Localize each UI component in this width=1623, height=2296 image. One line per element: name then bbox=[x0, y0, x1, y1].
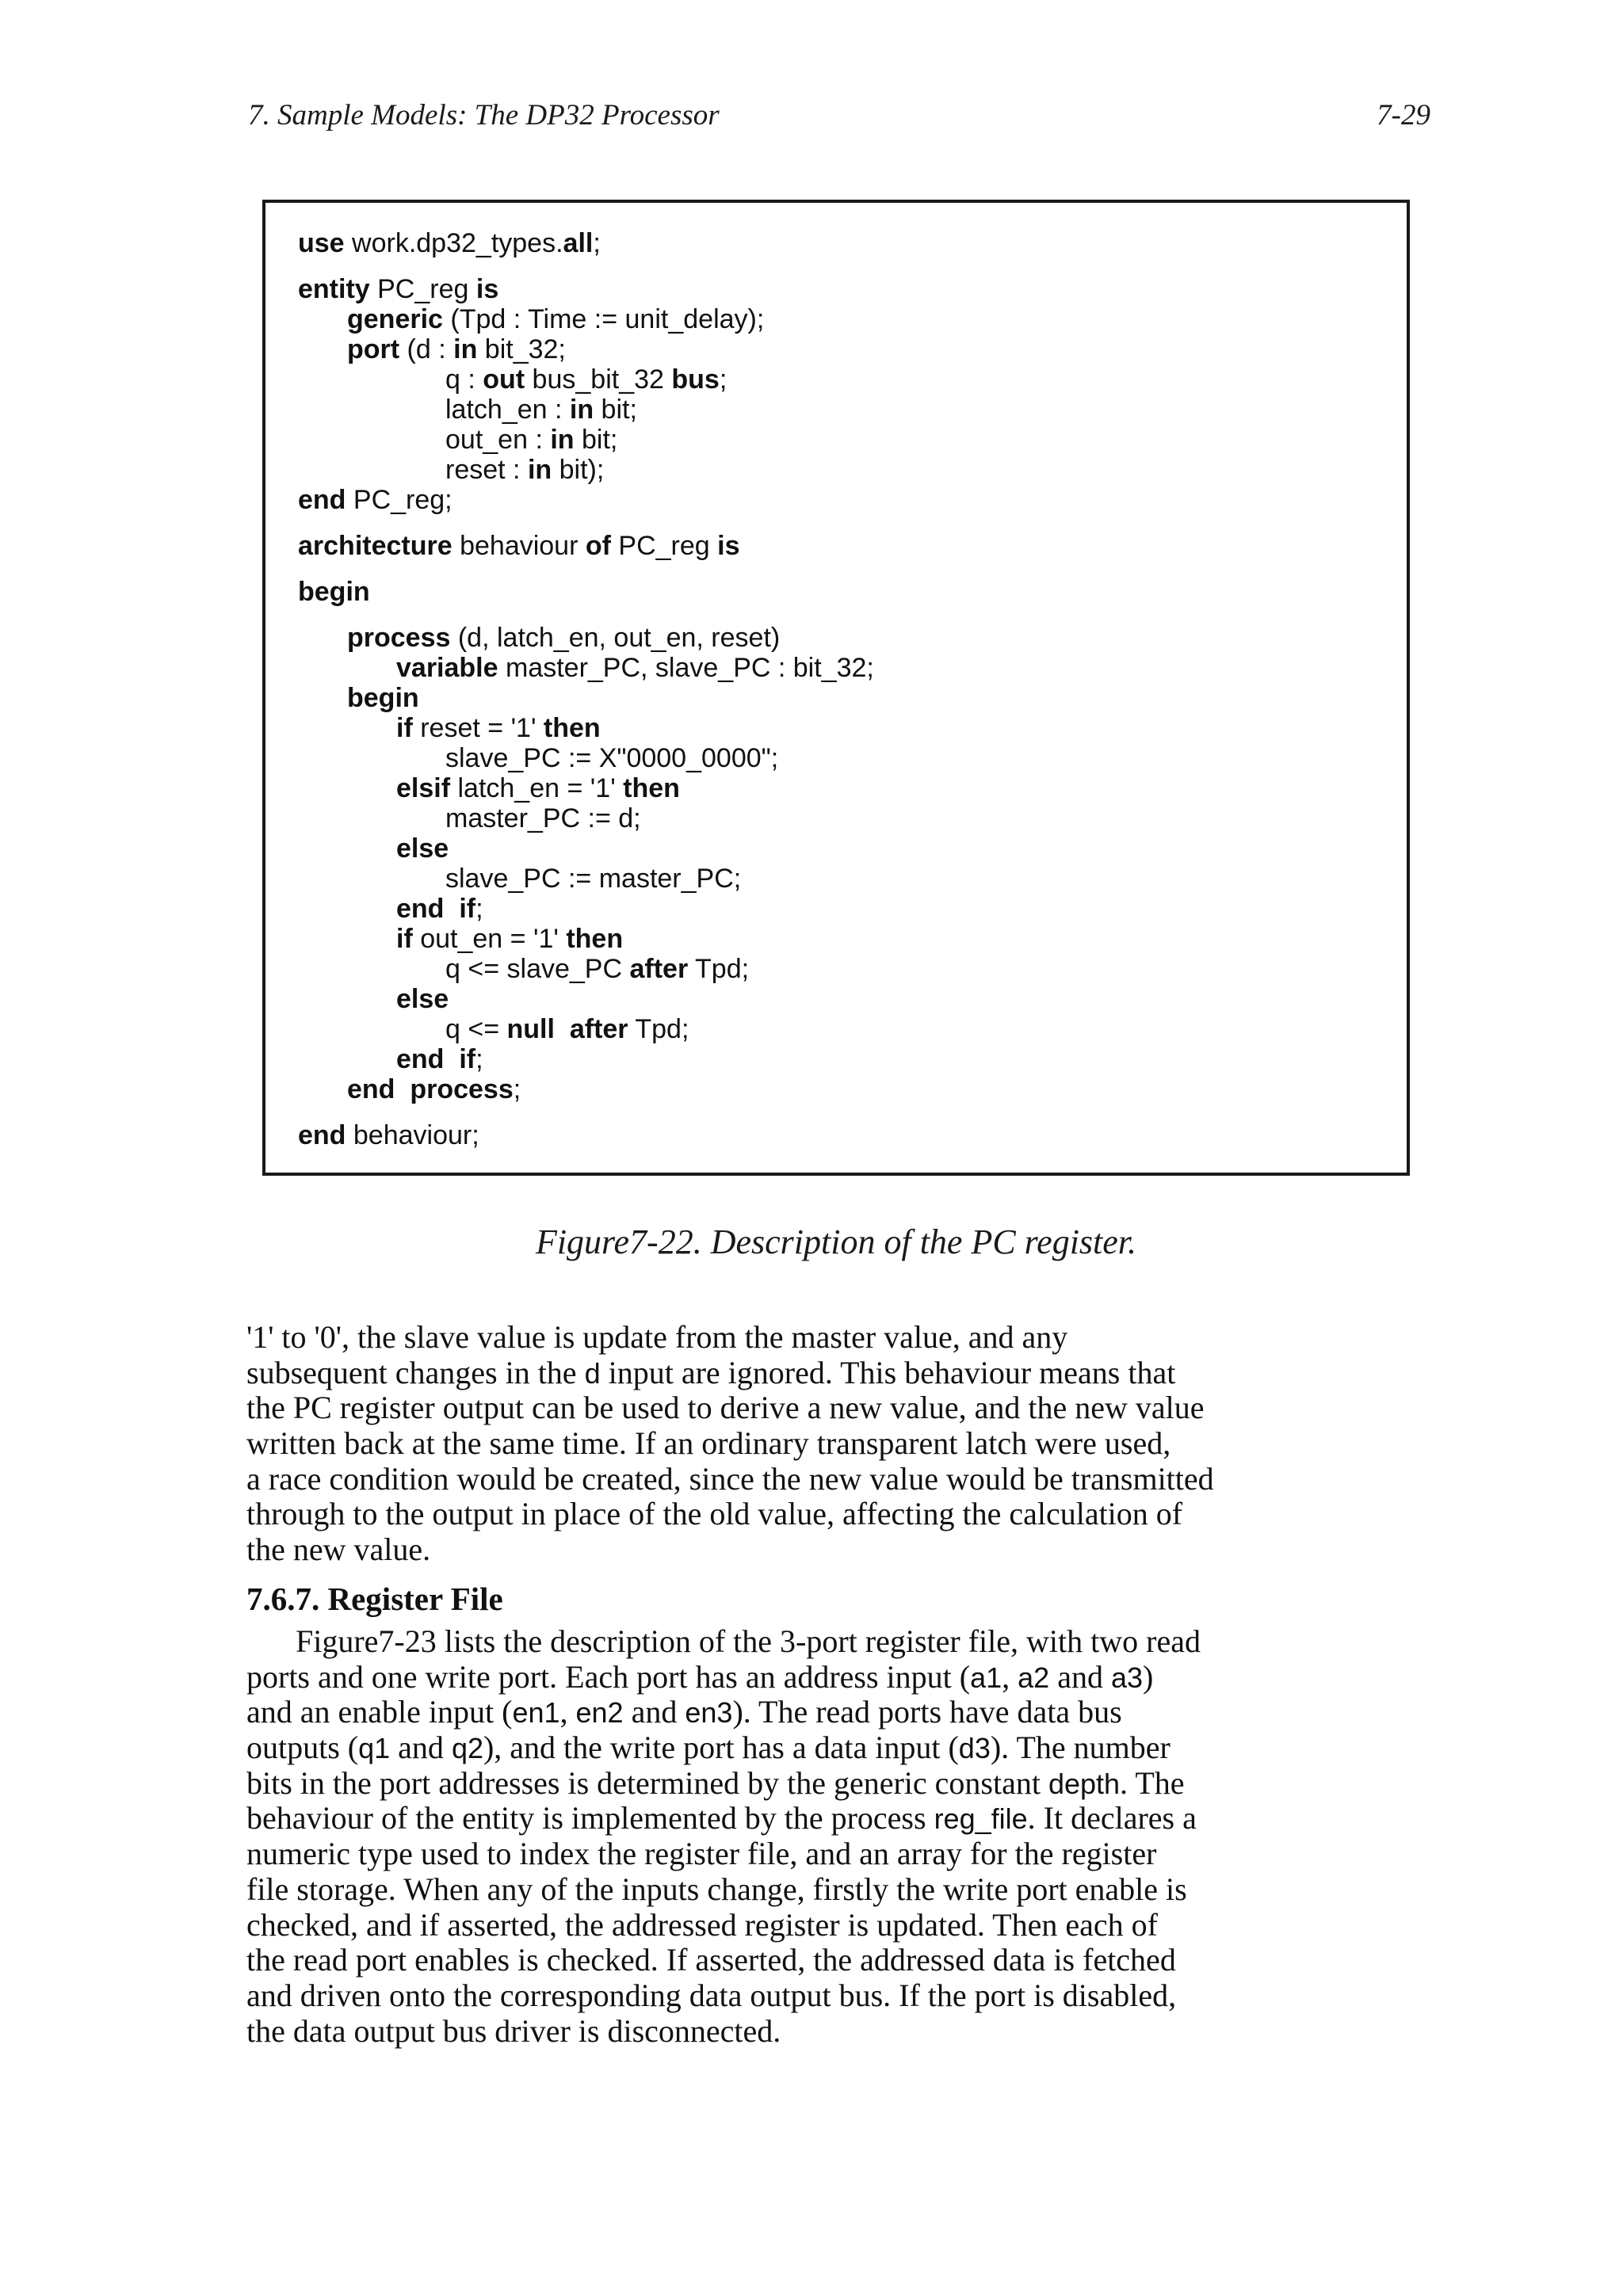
code-line: latch_en : in bit; bbox=[445, 395, 637, 425]
paragraph-register-file bbox=[246, 1624, 1435, 2049]
code-line: entity PC_reg is bbox=[298, 274, 499, 304]
code-line: port (d : in bit_32; bbox=[347, 334, 566, 364]
code-term: q2 bbox=[451, 1732, 483, 1765]
code-line: generic (Tpd : Time := unit_delay); bbox=[347, 304, 765, 334]
code-line: end if; bbox=[396, 1044, 483, 1074]
text-line: behaviour of the entity is implemented by the process reg_file. It declares a bbox=[246, 1800, 1197, 1836]
code-term: d3 bbox=[958, 1732, 991, 1765]
code-listing-box bbox=[262, 200, 1410, 1176]
code-term: en3 bbox=[685, 1696, 733, 1730]
code-line: variable master_PC, slave_PC : bit_32; bbox=[396, 653, 874, 683]
code-line: end PC_reg; bbox=[298, 485, 453, 515]
section-heading: 7.6.7. Register File bbox=[246, 1581, 503, 1617]
code-line: slave_PC := X"0000_0000"; bbox=[445, 743, 779, 773]
chapter-title: 7. Sample Models: The DP32 Processor bbox=[248, 99, 720, 132]
code-term: depth bbox=[1048, 1767, 1121, 1800]
text-line: the new value. bbox=[246, 1531, 431, 1568]
code-line: use work.dp32_types.all; bbox=[298, 228, 601, 258]
text-line: ports and one write port. Each port has an address input (a1, a2 and a3) bbox=[246, 1658, 1154, 1695]
code-line: process (d, latch_en, out_en, reset) bbox=[347, 623, 781, 653]
vhdl-code bbox=[298, 228, 1391, 1150]
code-line: q <= slave_PC after Tpd; bbox=[445, 954, 750, 984]
code-line: else bbox=[396, 984, 449, 1014]
page-header bbox=[248, 98, 1430, 138]
code-line: end process; bbox=[347, 1074, 521, 1104]
code-term: d bbox=[584, 1356, 601, 1390]
text-line: through to the output in place of the old value, affecting the calculation of bbox=[246, 1496, 1183, 1532]
text-line: bits in the port addresses is determined by the generic constant depth. The bbox=[246, 1764, 1185, 1801]
code-line: architecture behaviour of PC_reg is bbox=[298, 531, 740, 561]
code-line: begin bbox=[298, 577, 370, 607]
code-line: q <= null after Tpd; bbox=[445, 1014, 689, 1044]
text-line: outputs (q1 and q2), and the write port has a data input (d3). The number bbox=[246, 1730, 1170, 1766]
text-line: Figure7-23 lists the description of the 3-port register file, with two read bbox=[296, 1623, 1201, 1659]
text-line: the read port enables is checked. If asserted, the addressed data is fetched bbox=[246, 1942, 1176, 1978]
code-term: en2 bbox=[575, 1696, 624, 1730]
code-line: if out_en = '1' then bbox=[396, 924, 624, 954]
code-line: begin bbox=[347, 683, 419, 713]
code-line: end behaviour; bbox=[298, 1120, 479, 1150]
code-term: a3 bbox=[1110, 1661, 1143, 1694]
code-term: q1 bbox=[358, 1732, 391, 1765]
code-line: master_PC := d; bbox=[445, 803, 641, 833]
page-number: 7-29 bbox=[1377, 99, 1430, 132]
code-line: slave_PC := master_PC; bbox=[445, 864, 742, 894]
code-line: else bbox=[396, 833, 449, 864]
code-term: a1 bbox=[970, 1661, 1002, 1694]
code-term: en1 bbox=[512, 1696, 560, 1730]
text-line: checked, and if asserted, the addressed register is updated. Then each of bbox=[246, 1906, 1158, 1943]
text-line: subsequent changes in the d input are ignored. This behaviour means that bbox=[246, 1354, 1176, 1390]
paragraph-pc-register bbox=[246, 1320, 1435, 1568]
text-line: numeric type used to index the register file, and an array for the register bbox=[246, 1836, 1157, 1872]
code-term: a2 bbox=[1018, 1661, 1050, 1694]
figure-caption: Figure7-22. Description of the PC register. bbox=[535, 1222, 1137, 1261]
code-line: out_en : in bit; bbox=[445, 425, 618, 455]
text-line: file storage. When any of the inputs change, firstly the write port enable is bbox=[246, 1871, 1187, 1907]
code-line: if reset = '1' then bbox=[396, 713, 601, 743]
text-line: and driven onto the corresponding data output bus. If the port is disabled, bbox=[246, 1977, 1177, 2013]
text-line: the PC register output can be used to derive a new value, and the new value bbox=[246, 1390, 1205, 1426]
code-line: elsif latch_en = '1' then bbox=[396, 773, 680, 803]
code-line: q : out bus_bit_32 bus; bbox=[445, 364, 727, 395]
text-line: written back at the same time. If an ordinary transparent latch were used, bbox=[246, 1425, 1171, 1462]
text-line: and an enable input (en1, en2 and en3). The read ports have data bus bbox=[246, 1694, 1122, 1730]
code-line: end if; bbox=[396, 894, 483, 924]
text-line: the data output bus driver is disconnected. bbox=[246, 2012, 781, 2049]
code-term: reg_file bbox=[934, 1802, 1028, 1836]
code-line: reset : in bit); bbox=[445, 455, 605, 485]
text-line: a race condition would be created, since the new value would be transmitted bbox=[246, 1460, 1214, 1497]
text-line: '1' to '0', the slave value is update from the master value, and any bbox=[246, 1319, 1068, 1355]
